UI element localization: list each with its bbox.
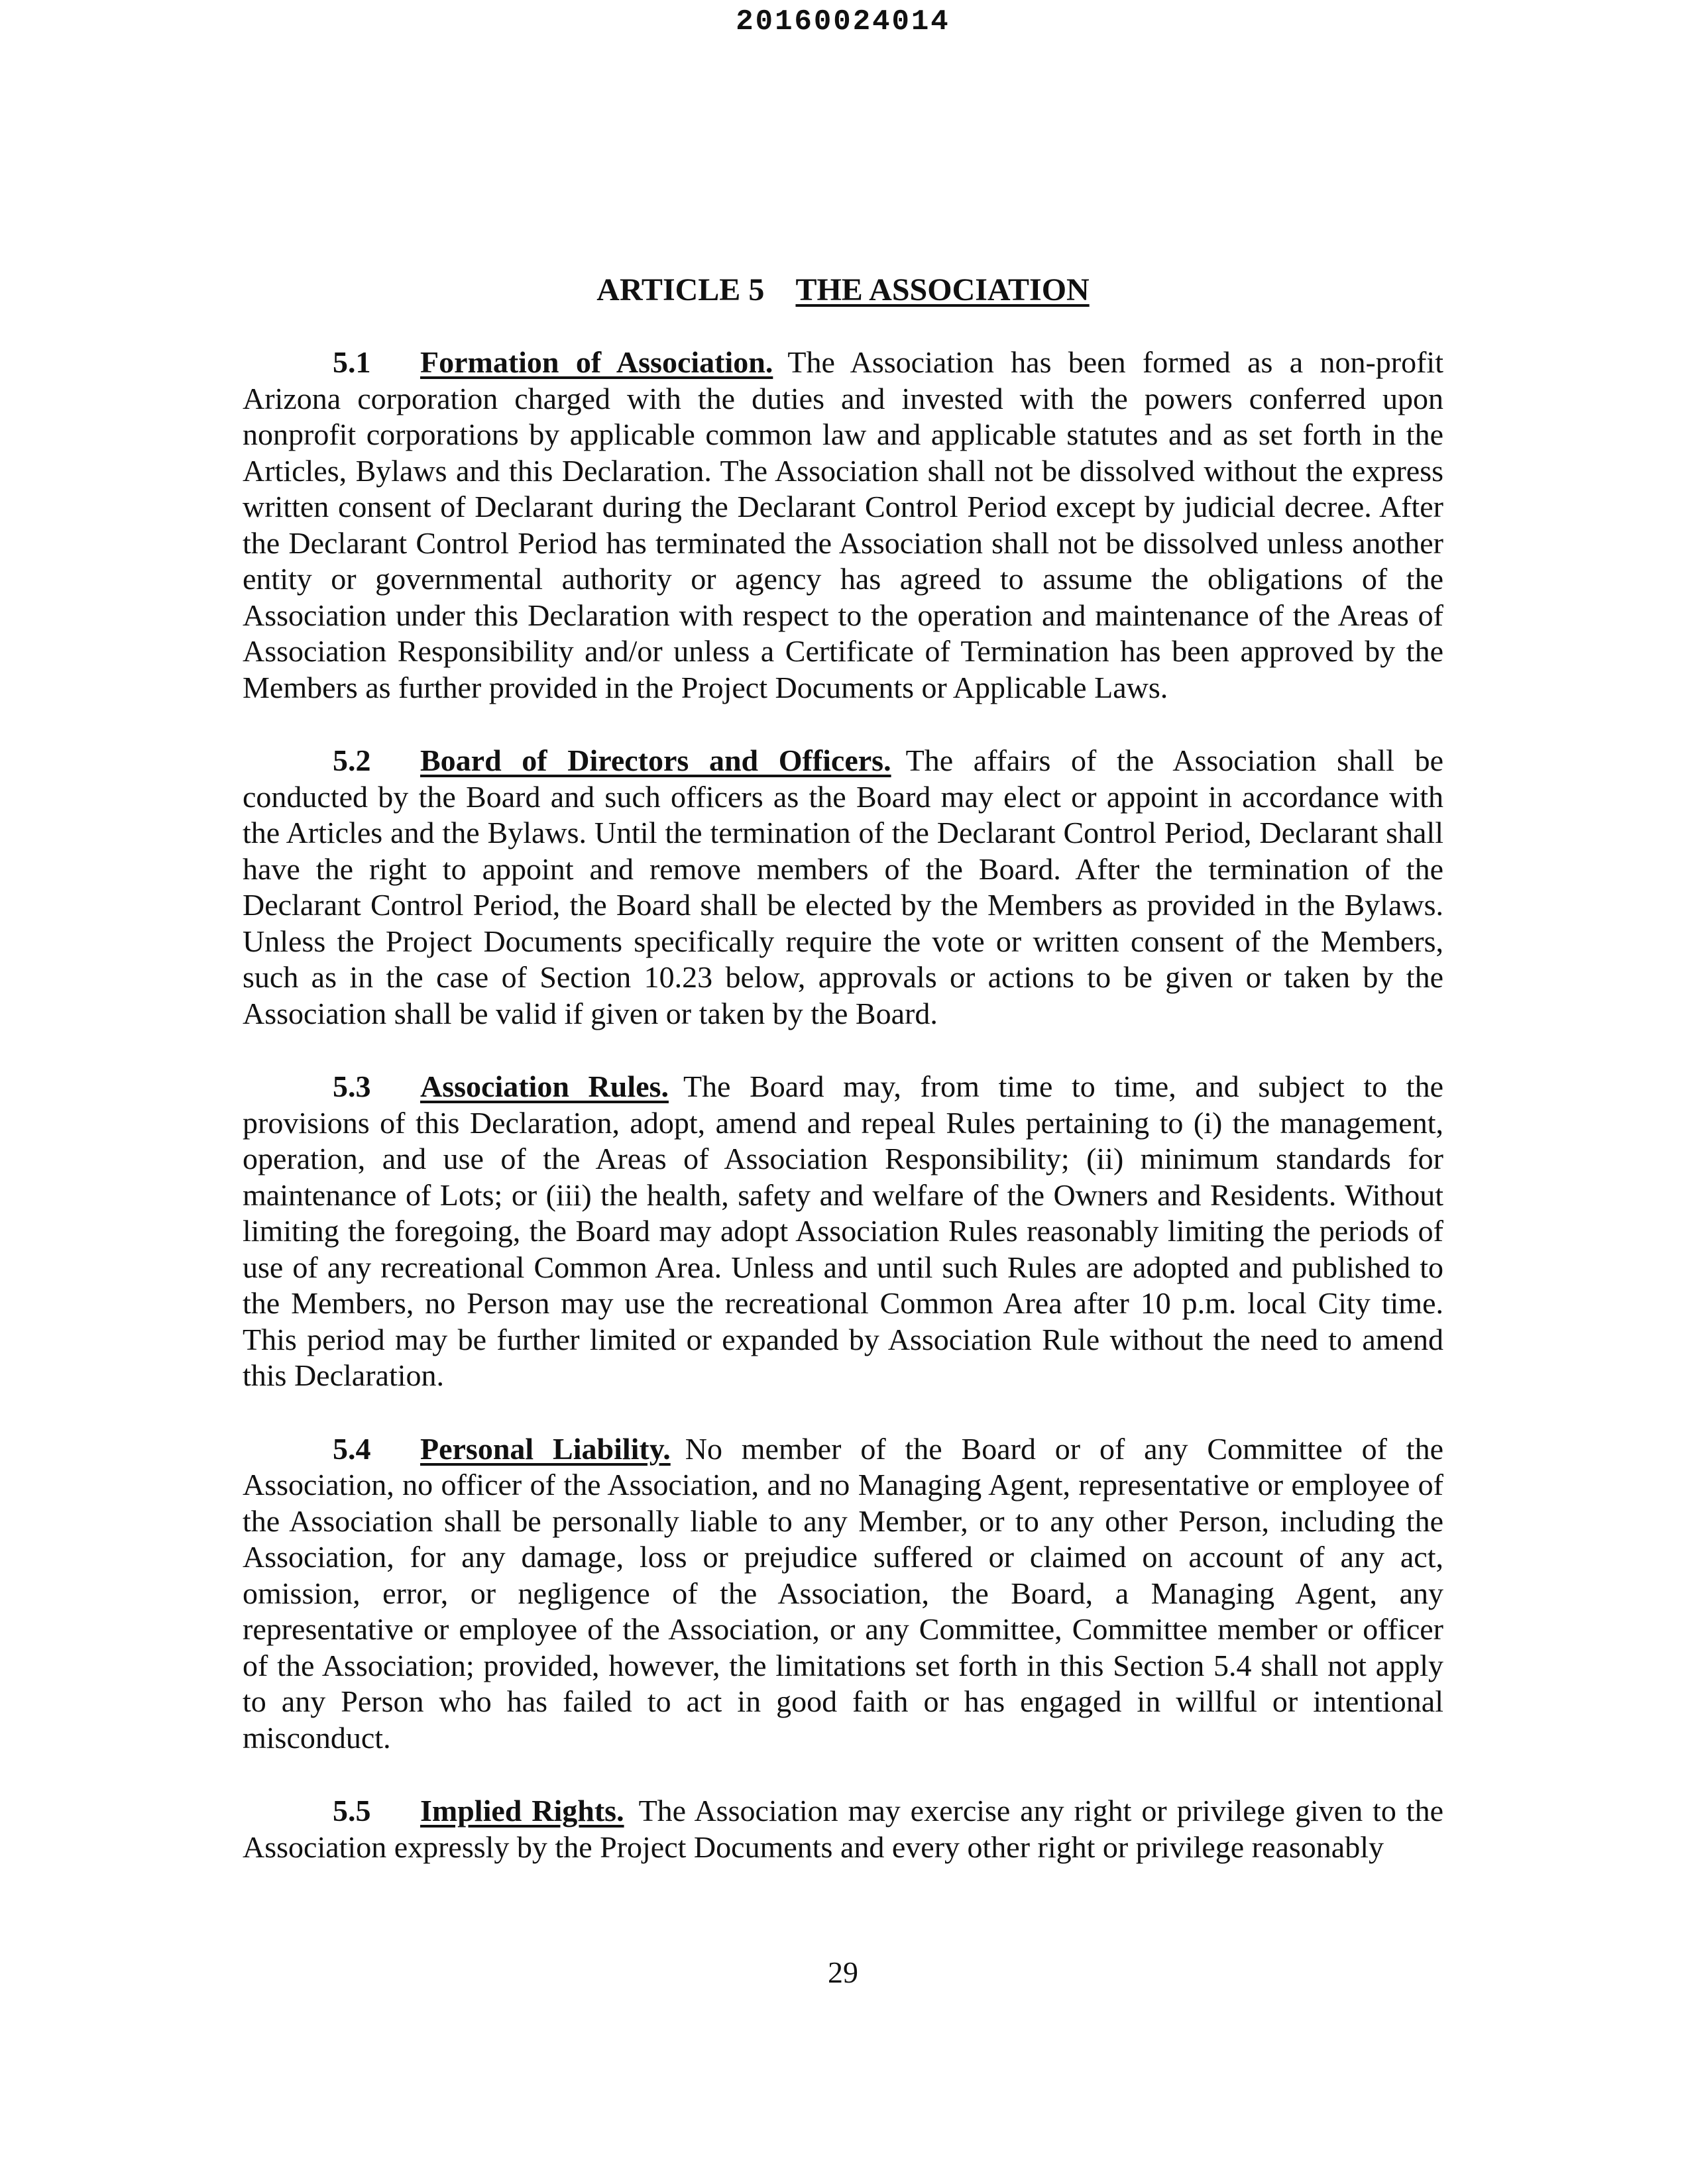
- document-number: 20160024014: [736, 5, 950, 38]
- section-5-4: [243, 1431, 1443, 1757]
- section-title: Board of Directors and Officers.: [420, 743, 891, 777]
- document-body: [243, 345, 1443, 1902]
- section-number: 5.1: [333, 345, 371, 379]
- section-title: Association Rules.: [420, 1069, 669, 1103]
- page-number: 29: [828, 1955, 858, 1989]
- section-title: Implied Rights.: [420, 1794, 624, 1828]
- section-text: The Association may exercise any right or privilege given to the Association expressly by the Project Documents and every other right or privilege reasonably: [243, 1794, 1443, 1864]
- section-5-5: [243, 1793, 1443, 1865]
- article-label: ARTICLE 5: [596, 272, 765, 307]
- section-number: 5.2: [333, 743, 371, 777]
- section-title: Personal Liability.: [420, 1431, 671, 1466]
- section-number: 5.4: [333, 1431, 371, 1466]
- section-text: The Board may, from time to time, and subject to the provisions of this Declaration, adopt, amend and repeal Rules pertaining to (i) the management, operation, and use of the Areas of Association Responsibility; (ii) minimum standards for maintenance of Lots; or (iii) the health, safety and welfare of the Owners and Residents. Without limiting the foregoing, the Board may adopt Association Rules reasonably limiting the periods of use of any recreational Common Area. Unless and until such Rules are adopted and published to the Members, no Person may use the recreational Common Area after 10 p.m. local City time. This period may be further limited or expanded by Association Rule without the need to amend this Declaration.: [243, 1069, 1443, 1392]
- section-5-1: [243, 345, 1443, 706]
- section-5-3: [243, 1069, 1443, 1394]
- section-text: The Association has been formed as a non-profit Arizona corporation charged with the duties and invested with the powers conferred upon nonprofit corporations by applicable common law and applicable statutes and as set forth in the Articles, Bylaws and this Declaration. The Association shall not be dissolved without the express written consent of Declarant during the Declarant Control Period except by judicial decree. After the Declarant Control Period has terminated the Association shall not be dissolved unless another entity or governmental authority or agency has agreed to assume the obligations of the Association under this Declaration with respect to the operation and maintenance of the Areas of Association Responsibility and/or unless a Certificate of Termination has been approved by the Members as further provided in the Project Documents or Applicable Laws.: [243, 345, 1443, 704]
- section-text: The affairs of the Association shall be conducted by the Board and such officers as the Board may elect or appoint in accordance with the Articles and the Bylaws. Until the termination of the Declarant Control Period, Declarant shall have the right to appoint and remove members of the Board. After the termination of the Declarant Control Period, the Board shall be elected by the Members as provided in the Bylaws. Unless the Project Documents specifically require the vote or written consent of the Members, such as in the case of Section 10.23 below, approvals or actions to be given or taken by the Association shall be valid if given or taken by the Board.: [243, 743, 1443, 1030]
- section-5-2: [243, 743, 1443, 1032]
- article-heading: [0, 272, 1686, 308]
- section-number: 5.5: [333, 1794, 371, 1828]
- article-title: THE ASSOCIATION: [795, 272, 1090, 307]
- section-number: 5.3: [333, 1069, 371, 1103]
- section-text: No member of the Board or of any Committee of the Association, no officer of the Association, and no Managing Agent, representative or employee of the Association shall be personally liable to any Member, or to any other Person, including the Association, for any damage, loss or prejudice suffered or claimed on account of any act, omission, error, or negligence of the Association, the Board, a Managing Agent, any representative or employee of the Association, or any Committee, Committee member or officer of the Association; provided, however, the limitations set forth in this Section 5.4 shall not apply to any Person who has failed to act in good faith or has engaged in willful or intentional misconduct.: [243, 1431, 1443, 1755]
- section-title: Formation of Association.: [420, 345, 773, 379]
